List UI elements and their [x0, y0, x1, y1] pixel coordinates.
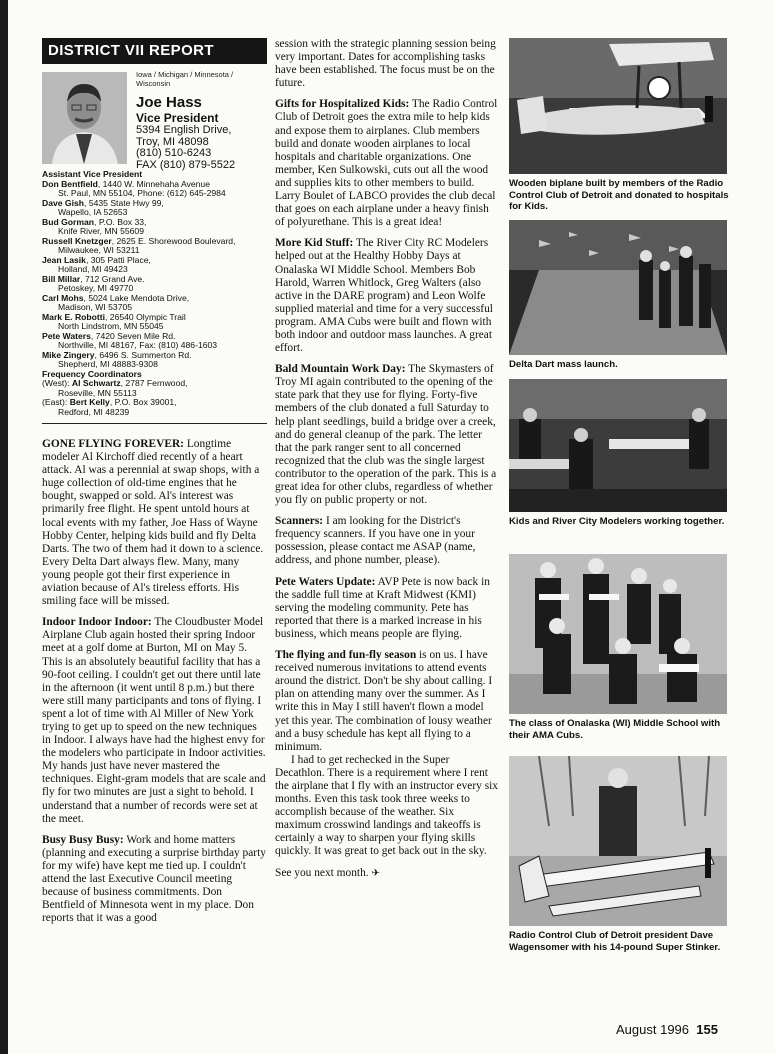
article-paragraph: [275, 237, 500, 355]
column-photos: [509, 38, 729, 966]
article-paragraph: [42, 834, 267, 926]
airplane-icon: ✈: [371, 867, 380, 879]
coordinator-name: Al Schwartz: [71, 378, 121, 388]
officer-address: , 305 Patti Place,: [85, 254, 151, 265]
officer-name: Pete Waters: [42, 330, 91, 341]
freq-heading: Frequency Coordinators: [42, 368, 142, 379]
officer-address: , 1440 W. Minnehaha Avenue: [97, 178, 210, 189]
officer-address: , 712 Grand Ave.: [80, 273, 145, 284]
page-binding-edge: [0, 0, 8, 1054]
coordinator-address-line: Roseville, MN 55113: [58, 387, 137, 398]
address-line: Troy, MI 48098: [136, 135, 209, 148]
officer-address-line: Shepherd, MI 48883-9308: [58, 359, 158, 369]
photo-super-stinker: [509, 756, 727, 926]
super-stinker-photo-image: [509, 756, 727, 926]
portrait-figure: [42, 72, 127, 164]
phone-line: (810) 510-6243: [136, 147, 212, 159]
vp-address: [136, 125, 235, 171]
article-paragraph: I had to get rechecked in the Super Decathlon. There is a requirement where I rent the airplane that I fly with an instructor every six months. Even this task took three weeks to accomplish because of the weather. Six maximum crosswind landings and takeoffs is certainly a way to sharpen your flying skills quickly. It was great to get back out in the sky.: [275, 753, 498, 858]
officer-name: Don Bentfield: [42, 178, 98, 189]
column-left: [42, 38, 267, 933]
coordinator-region: (West):: [42, 378, 72, 388]
vp-contact-card: [42, 68, 267, 171]
middle-column-articles: [275, 38, 500, 880]
vp-portrait-photo: [42, 72, 127, 164]
vp-title: Vice President: [136, 111, 219, 125]
officer-name: Mike Zingery: [42, 349, 95, 360]
article-paragraph: [275, 576, 500, 641]
states-line: Iowa / Michigan / Minnesota /: [136, 70, 234, 79]
coordinator-region: (East):: [42, 397, 70, 407]
photo-onalaska-class: [509, 554, 727, 714]
article-paragraph: [275, 649, 500, 754]
biplane-photo-image: [509, 38, 727, 174]
article-heading: The flying and fun-fly season: [275, 649, 417, 662]
river-city-photo-image: [509, 379, 727, 512]
onalaska-class-photo-image: [509, 554, 727, 714]
article-continuation: session with the strategic planning session being very important. Dates for accomplishing tasks have been established. The focus must be on the future.: [275, 38, 496, 90]
column-middle: [275, 38, 500, 888]
article-body: The Cloudbuster Model Airplane Club again hosted their spring Indoor meet at a golf dome at Burton, MI on May 5. This is an absolutely beautiful facility that has a 90-foot ceiling. I couldn't get out there until late in the afternoon (it went until 8 p.m.) but there were still many participants and tons of flying. I spent a lot of time with Al Miller of New York trying to get up to speed on the new techniques in Indoor. I always have had the highest envy for the modelers who participate in Indoor activities. My hands just have never mastered the techniques. Eight-gram models that are scale and fly for two minutes are just a sight to behold. I understand that a number of records were set at the meet.: [42, 616, 266, 825]
photo-biplane: [509, 38, 727, 174]
vp-name: Joe Hass: [136, 94, 202, 111]
page-footer: [616, 1022, 718, 1037]
coordinator-address: , 2787 Fernwood,: [120, 378, 188, 388]
officer-address: , 7420 Seven Mile Rd.: [90, 330, 176, 341]
article-paragraph: [275, 515, 500, 567]
article-body: The Radio Control Club of Detroit goes the extra mile to help kids and expose them to airplanes. Club members build and donate wooden airplanes to local hospitals and charitable organizations. One member, Ken Sulkowski, cuts out all the wood and supplies kits to other members to build. Larry Boulet of LABCO provides the club decal that goes on each airplane under a heavy finish of polyurethane. This is a great idea!: [275, 98, 498, 229]
article-body: The Skymasters of Troy MI again contributed to the opening of the state park that they use for flying. Forty-five members of the club donated a full Saturday to help plant seedlings, build a bridge over a creek, and do general cleanup of the park. The letter that the park ranger sent to all concerned recognized that the club was the single largest contributor to the operation of the park. This is a great idea for other clubs, regardless of whether you fly on public property or not.: [275, 363, 497, 507]
officer-address-line: North Lindstrom, MN 55045: [58, 321, 164, 331]
article-heading: Scanners:: [275, 515, 324, 528]
officer-name: Mark E. Robotti: [42, 311, 106, 322]
signoff: [275, 867, 500, 880]
mass-launch-photo-image: [509, 220, 727, 355]
district-banner: DISTRICT VII REPORT: [42, 38, 267, 64]
officer-address-line: Northville, MI 48167, Fax: (810) 486-1603: [58, 340, 218, 350]
article-body: Work and home matters (planning and executing a surprise birthday party for my wife) have kept me tied up. I couldn't attend the last Executive Council meeting because of business commitments. Don Bentfield of Minnesota went in my place. Don reports that it was a good: [42, 833, 266, 925]
article-body: Longtime modeler Al Kirchoff died recently of a heart attack. Al was a perennial at swap shops, with a huge collection of old-time engines that he bought, swapped or sold. Al's interest was primarily free flight. He spent untold hours at local events with my father, Joe Hass of Wayne Hobby Center, helping kids build and fly Delta Darts. The two of them had it down to a science. Every Delta Dart always flew. Many, many young people got their first experience in aviation because of Al's tireless efforts. His smiling face will be missed.: [42, 438, 264, 608]
photo-caption: Kids and River City Modelers working together.: [509, 516, 725, 527]
officer-address-line: Madison, WI 53705: [58, 302, 133, 312]
article-heading: Gifts for Hospitalized Kids:: [275, 98, 410, 111]
officer-address-line: Petoskey, MI 49770: [58, 283, 134, 293]
photo-mass-launch: [509, 220, 727, 355]
officer-address-line: Knife River, MN 55609: [58, 226, 144, 236]
officer-address: , 26540 Olympic Trail: [105, 311, 186, 322]
officer-address: , 5024 Lake Mendota Drive,: [83, 292, 190, 303]
article-body: I am looking for the District's frequency scanners. If you have one in your possession, please contact me ASAP (name, address, and phone number, please).: [275, 515, 476, 567]
officer-name: Russell Knetzger: [42, 235, 112, 246]
signoff-text: See you next month.: [275, 866, 369, 879]
article-heading: Pete Waters Update:: [275, 575, 376, 588]
article-paragraph: [42, 616, 267, 826]
avp-heading: Assistant Vice President: [42, 169, 143, 179]
page-number: 155: [696, 1022, 718, 1037]
article-body: The River City RC Modelers helped out at the Healthy Hobby Days at Onalaska WI Middle School. Members Bob Harold, Warren Whitlock, Greg Walters (also active in the DARE program) and Leon Wolfe supplied material and time for a very successful program. AMA Cubs were built and flown with both indoor and outdoor mass launches. A great effort.: [275, 237, 493, 355]
officer-name: Dave Gish: [42, 197, 85, 208]
officer-name: Jean Lasik: [42, 254, 86, 265]
article-heading: Bald Mountain Work Day:: [275, 363, 406, 376]
coordinator-name: Bert Kelly: [69, 397, 110, 407]
officer-address-line: Holland, MI 49423: [58, 264, 128, 274]
article-paragraph: [275, 363, 500, 507]
officer-address: , 5435 State Hwy 99,: [84, 197, 164, 208]
officer-address-line: Milwaukee, WI 53211: [58, 245, 140, 255]
article-body: is on us. I have received numerous invitations to attend events around the district. Don't be shy about calling. I plan on attending many over the summer. As I write this in May I still haven't flown a model yet this year. The combination of lousy weather and a busy schedule has kept all flying to a minimum.: [275, 649, 493, 753]
middle-articles-list: [275, 98, 500, 753]
article-paragraph: [275, 98, 500, 229]
states-line: Wisconsin: [136, 79, 171, 88]
photo-caption: The class of Onalaska (WI) Middle School with their AMA Cubs.: [509, 718, 721, 741]
divider-rule: [42, 423, 267, 424]
issue-date: August 1996: [616, 1022, 690, 1037]
officer-address: , 6496 S. Summerton Rd.: [94, 349, 192, 360]
photo-river-city: [509, 379, 727, 512]
article-paragraph: [42, 438, 267, 608]
coordinator-address: , P.O. Box 39001,: [109, 397, 177, 407]
article-heading: More Kid Stuff:: [275, 237, 354, 250]
officer-address-line: St. Paul, MN 55104, Phone: (612) 645-2984: [58, 188, 226, 198]
coordinator-address-line: Redford, MI 48239: [58, 406, 130, 417]
address-line: 5394 English Drive,: [136, 124, 232, 136]
left-column-articles: [42, 438, 267, 925]
officer-name: Bud Gorman: [42, 216, 95, 227]
officer-directory: [42, 170, 267, 417]
officer-address: , 2625 E. Shorewood Boulevard,: [111, 235, 236, 246]
article-body: AVP Pete is now back in the saddle full time at Kraft Midwest (KMI) serving the modeling community. Pete has reported that there is a marked increase in his business, which means people are flying.: [275, 575, 490, 640]
officer-name: Carl Mohs: [42, 292, 84, 303]
officer-name: Bill Millar: [42, 273, 81, 284]
article-heading: GONE FLYING FOREVER:: [42, 438, 184, 450]
officer-address: , P.O. Box 33,: [94, 216, 147, 227]
article-heading: Busy Busy Busy:: [42, 833, 124, 846]
article-heading: Indoor Indoor Indoor:: [42, 616, 152, 629]
photo-caption: Delta Dart mass launch.: [509, 359, 618, 370]
photo-caption: Wooden biplane built by members of the Radio Control Club of Detroit and donated to hospitals for Kids.: [509, 178, 729, 212]
photo-caption: Radio Control Club of Detroit president Dave Wagensomer with his 14-pound Super Stinker.: [509, 930, 721, 953]
officer-address-line: Wapello, IA 52653: [58, 207, 128, 217]
district-states: [136, 70, 233, 88]
fax-line: FAX (810) 879-5522: [136, 158, 236, 171]
